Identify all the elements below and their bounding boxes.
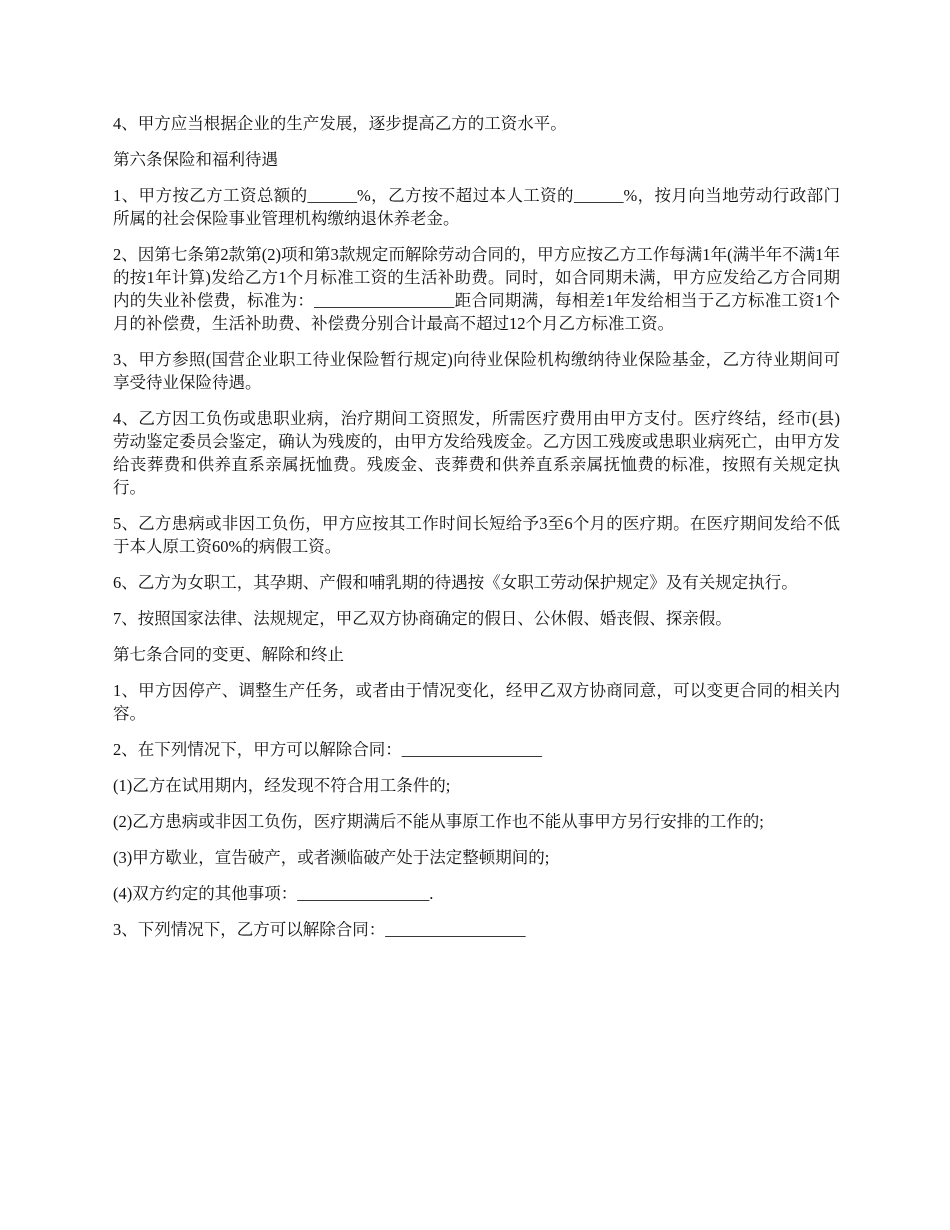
section-heading-article-7: 第七条合同的变更、解除和终止 (113, 645, 344, 664)
list-item-illness: (2)乙方患病或非因工负伤，医疗期满后不能从事原工作也不能从事甲方另行安排的工作的; (113, 812, 764, 831)
list-item-bankruptcy: (3)甲方歇业，宣告破产，或者濒临破产处于法定整顿期间的; (113, 848, 550, 867)
paragraph-living-allowance: 2、因第七条第2款第(2)项和第3款规定而解除劳动合同的，甲方应按乙方工作每满1年(满半年不满1年的按1年计算)发给乙方1个月标准工资的生活补助费。同时，如合同期未满，甲方应发给乙方合同期内的失业补偿费，标准为：_________________距合同期满，每相差1年发给相当于乙方标准工资1个月的补偿费，生活补助费、补偿费分别合计最高不超过12个月乙方标准工资。 (113, 245, 840, 333)
document-body (113, 112, 840, 954)
paragraph-employer-termination: 2、在下列情况下，甲方可以解除合同：_________________ (113, 740, 542, 759)
paragraph-contract-change: 1、甲方因停产、调整生产任务，或者由于情况变化，经甲乙双方协商同意，可以变更合同的相关内容。 (113, 681, 840, 723)
paragraph-holidays: 7、按照国家法律、法规规定，甲乙双方协商确定的假日、公休假、婚丧假、探亲假。 (113, 609, 732, 628)
paragraph-female-workers: 6、乙方为女职工，其孕期、产假和哺乳期的待遇按《女职工劳动保护规定》及有关规定执行。 (113, 573, 798, 592)
paragraph-work-injury: 4、乙方因工负伤或患职业病，治疗期间工资照发，所需医疗费用由甲方支付。医疗终结，经市(县)劳动鉴定委员会鉴定，确认为残废的，由甲方发给残废金。乙方因工残废或患职业病死亡，由甲方发给丧葬费和供养直系亲属抚恤费。残废金、丧葬费和供养直系亲属抚恤费的标准，按照有关规定执行。 (113, 409, 840, 497)
paragraph-pension: 1、甲方按乙方工资总额的______%，乙方按不超过本人工资的______%，按月向当地劳动行政部门所属的社会保险事业管理机构缴纳退休养老金。 (113, 186, 840, 228)
list-item-probation: (1)乙方在试用期内，经发现不符合用工条件的; (113, 776, 451, 795)
section-heading-article-6: 第六条保险和福利待遇 (113, 150, 278, 169)
paragraph-unemployment-insurance: 3、甲方参照(国营企业职工待业保险暂行规定)向待业保险机构缴纳待业保险基金，乙方待业期间可享受待业保险待遇。 (113, 350, 840, 392)
paragraph-wage-increase: 4、甲方应当根据企业的生产发展，逐步提高乙方的工资水平。 (113, 114, 567, 133)
list-item-other-matters: (4)双方约定的其他事项：________________. (113, 884, 434, 903)
paragraph-sick-leave: 5、乙方患病或非因工负伤，甲方应按其工作时间长短给予3至6个月的医疗期。在医疗期间发给不低于本人原工资60%的病假工资。 (113, 514, 840, 556)
paragraph-employee-termination: 3、下列情况下，乙方可以解除合同：_________________ (113, 920, 526, 939)
